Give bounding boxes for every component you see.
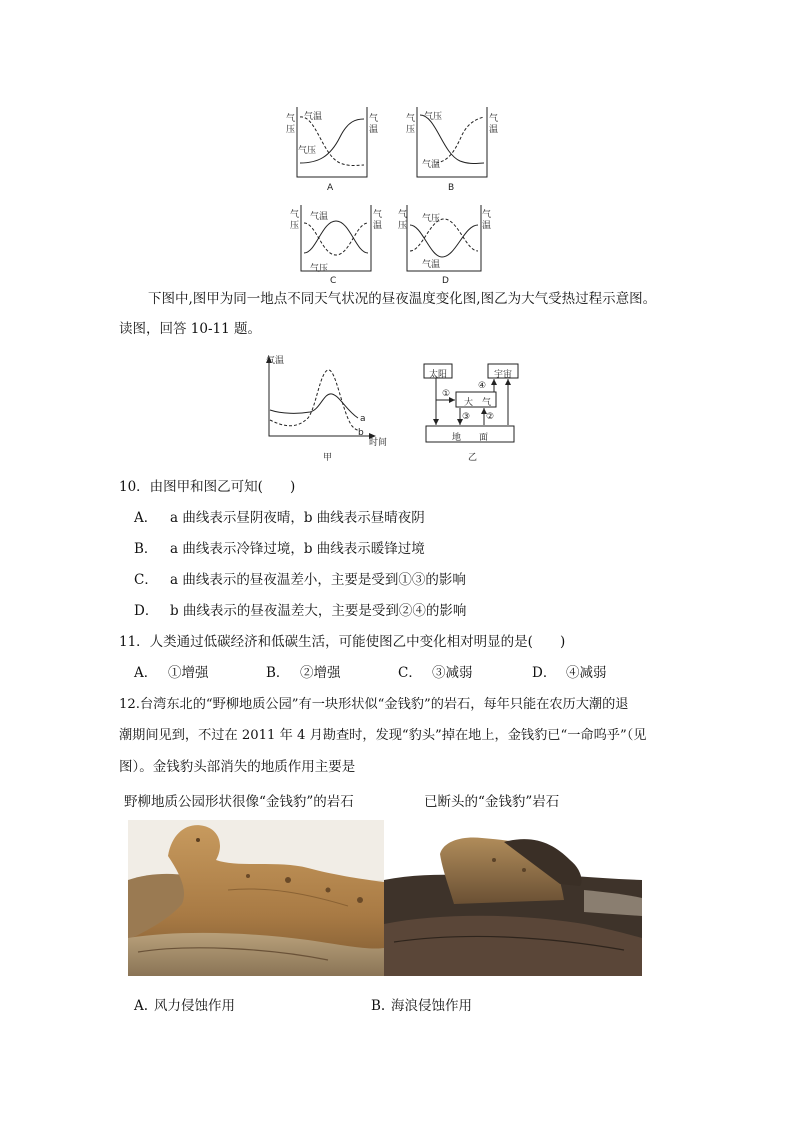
question-12-line-3: 图）。金钱豹头部消失的地质作用主要是: [119, 759, 356, 775]
figure-a-left-label-top: 气: [286, 114, 296, 124]
option-label: A.: [134, 998, 149, 1014]
figure-d-inner-label-1: 气压: [422, 214, 441, 224]
photo-headless-leopard-rock: [384, 820, 642, 976]
option-text: ③减弱: [432, 665, 473, 681]
figure-c-left-label-bottom: 压: [290, 221, 300, 231]
figure-c-right-label-top: 气: [373, 210, 383, 220]
figure-d: [398, 203, 498, 293]
option-label: B．: [266, 665, 290, 681]
figure-yi-atmosphere-box: 大 气: [464, 398, 492, 408]
figure-yi-label-2: ②: [486, 412, 495, 422]
figure-jia-xlabel: 时间: [369, 438, 388, 448]
figure-b-letter: B: [448, 183, 455, 193]
figure-a-letter: A: [327, 183, 334, 193]
figure-d-plot: [406, 203, 482, 273]
question-10-stem: 10．由图甲和图乙可知( ): [119, 479, 296, 495]
figure-b-left-label-bottom: 压: [406, 125, 416, 135]
figure-b-right-label-top: 气: [489, 114, 499, 124]
question-12-line-1: 12.台湾东北的“野柳地质公园”有一块形状似“金钱豹”的岩石，每年只能在农历大潮的退: [119, 697, 629, 712]
option-label: C．: [398, 665, 422, 681]
question-10-option-d: [134, 605, 466, 619]
question-11-option-a: [134, 667, 209, 681]
intro-line-1: 下图中,图甲为同一地点不同天气状况的昼夜温度变化图,图乙为大气受热过程示意图。: [148, 291, 657, 307]
figure-jia-caption: 甲: [323, 453, 333, 463]
option-text: a 曲线表示冷锋过境，b 曲线表示暖锋过境: [170, 541, 425, 557]
figure-d-letter: D: [442, 276, 449, 286]
figure-d-right-label-top: 气: [482, 210, 492, 220]
figure-a-right-label-bottom: 温: [369, 125, 379, 135]
figure-c: [288, 203, 388, 293]
option-label: D．: [532, 665, 557, 681]
figure-c-right-label-bottom: 温: [373, 221, 383, 231]
option-label: A．: [134, 665, 158, 681]
option-text: a 曲线表示的昼夜温差小，主要是受到①③的影响: [170, 572, 466, 588]
question-10-option-c: [134, 574, 466, 588]
figure-yi-label-1: ①: [442, 389, 451, 399]
question-12-option-a: [134, 1000, 235, 1014]
question-12-line-2: 潮期间见到，不过在 2011 年 4 月勘查时，发现“豹头”掉在地上，金钱豹已“一命呜乎”（见: [119, 728, 647, 743]
figure-jia-series-b-label: b: [358, 428, 364, 438]
option-text: b 曲线表示的昼夜温差大，主要是受到②④的影响: [170, 603, 467, 619]
option-label: B.: [371, 998, 386, 1014]
figure-c-inner-label-1: 气温: [310, 212, 329, 222]
figure-c-letter: C: [330, 276, 337, 286]
figure-b-left-label-top: 气: [406, 114, 416, 124]
figure-yi-space-box: 宇宙: [494, 370, 513, 380]
photo-caption-right: 已断头的“金钱豹”岩石: [424, 794, 560, 810]
figure-a: [284, 105, 384, 193]
figure-jia: [262, 352, 392, 464]
photo-caption-left: 野柳地质公园形状很像“金钱豹”的岩石: [124, 794, 354, 810]
option-text: a 曲线表示昼阴夜晴，b 曲线表示昼晴夜阴: [170, 510, 425, 526]
figure-jia-ylabel: 气温: [266, 356, 285, 366]
intro-line-2: 读图，回答 10-11 题。: [119, 321, 262, 337]
figure-b: [404, 105, 504, 193]
option-label: A．: [134, 510, 158, 526]
figure-d-left-label-top: 气: [398, 210, 408, 220]
figure-yi-label-3: ③: [462, 412, 471, 422]
option-label: B．: [134, 541, 158, 557]
question-11-option-d: [532, 667, 607, 681]
option-label: D．: [134, 603, 159, 619]
figure-d-right-label-bottom: 温: [482, 221, 492, 231]
photo-intact-leopard-rock: [128, 820, 384, 976]
question-10-option-a: [134, 512, 425, 526]
figure-yi-ground-box: 地 面: [452, 433, 489, 443]
figure-c-left-label-top: 气: [290, 210, 300, 220]
figure-yi-sun-box: 太阳: [429, 370, 448, 380]
question-11-option-c: [398, 667, 473, 681]
figure-b-right-label-bottom: 温: [489, 125, 499, 135]
figure-a-inner-label-1: 气温: [304, 112, 323, 122]
photo-intact-leopard-rock-art: [128, 820, 384, 976]
figure-yi-label-4: ④: [478, 381, 487, 391]
figure-a-left-label-bottom: 压: [286, 125, 296, 135]
photo-headless-leopard-rock-art: [384, 820, 642, 976]
figure-a-inner-label-2: 气压: [298, 146, 317, 156]
option-text: 风力侵蚀作用: [154, 998, 235, 1014]
option-text: ④减弱: [566, 665, 607, 681]
question-11-option-b: [266, 667, 341, 681]
figure-c-inner-label-2: 气压: [310, 264, 329, 274]
figure-d-inner-label-2: 气温: [422, 260, 441, 270]
figure-b-inner-label-2: 气温: [422, 160, 441, 170]
figure-jia-series-a-label: a: [360, 414, 366, 424]
option-text: ①增强: [168, 665, 209, 681]
figure-yi: [420, 362, 530, 464]
option-text: 海浪侵蚀作用: [391, 998, 472, 1014]
question-12-option-b: [371, 1000, 472, 1014]
figure-b-inner-label-1: 气压: [424, 112, 443, 122]
option-text: ②增强: [300, 665, 341, 681]
figure-a-right-label-top: 气: [369, 114, 379, 124]
question-10-option-b: [134, 543, 425, 557]
option-label: C．: [134, 572, 158, 588]
figure-d-left-label-bottom: 压: [398, 221, 408, 231]
figure-yi-caption: 乙: [468, 453, 478, 463]
question-11-stem: 11．人类通过低碳经济和低碳生活，可能使图乙中变化相对明显的是( ): [119, 634, 566, 650]
